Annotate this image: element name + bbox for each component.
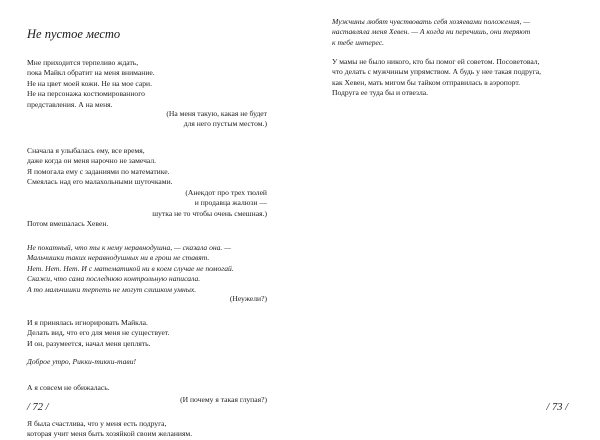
text-line: Мальчишки таких неравнодушных ни в грош не ставят. — [27, 253, 210, 263]
line-not-offended — [27, 383, 110, 393]
text-line: Не на цвет моей кожи. Не на мое сари. — [27, 78, 152, 88]
text-line: представления. А на меня. — [27, 99, 113, 109]
text-line: (На меня такую, какая не будет — [166, 109, 267, 118]
text-line: Делать вид, что его для меня не существует. — [27, 328, 170, 338]
text-line: к тебе интерес. — [332, 37, 385, 47]
greeting-line — [27, 357, 136, 367]
stanza-ignoring — [27, 318, 170, 349]
right-page — [300, 0, 600, 435]
aside-really — [230, 294, 267, 304]
text-line: И он, разумеется, начал меня цеплять. — [27, 338, 151, 348]
text-line: Нет. Нет. Нет. И с математикой ни в коем случае не помогай. — [27, 263, 234, 273]
text-line: (Анекдот про трех тюлей — [185, 188, 267, 197]
text-line: Сначала я улыбалась ему, все время, — [27, 146, 145, 155]
stanza-waiting — [27, 58, 155, 110]
aside-why-foolish — [180, 395, 267, 405]
text-line: пока Майкл обратит на меня внимание. — [27, 68, 155, 78]
poem-title: Не пустое место — [27, 27, 121, 41]
line-heven-intervened — [27, 219, 108, 229]
text-line: и продавца жалюзи — — [194, 198, 267, 208]
text-line: (И почему я такая глупая?) — [180, 395, 267, 404]
text-line: наставляла меня Хевен. — А когда ни перечишь, они теряют — [332, 27, 531, 37]
text-line: А я совсем не обижалась. — [27, 383, 110, 392]
text-line: которая учит меня быть хозяйкой своим желаниям. — [27, 429, 193, 439]
text-line: Смеялась над его малахольными шуточками. — [27, 177, 173, 187]
text-line: что делать с мужчиным упрямством. А будь у нее такая подруга, — [332, 67, 542, 77]
text-line: Мне приходится терпеливо ждать, — [27, 58, 139, 67]
text-line: Не на персонажа костюмированного — [27, 89, 145, 99]
stanza-heven-advice — [27, 243, 234, 295]
page-number-left: / 72 / — [27, 402, 49, 413]
text-line: Потом вмешалась Хевен. — [27, 219, 109, 228]
text-line: Подруга ее туда бы и отвезла. — [332, 88, 429, 98]
left-page — [0, 0, 300, 439]
text-line: (Неужели?) — [229, 294, 267, 303]
text-line: Мужчины любят чувствовать себя хозяевами положения, — — [332, 17, 531, 26]
text-line: шутка не то чтобы очень смешная.) — [152, 208, 267, 218]
text-line: как Хевен, мать мигом бы тайком отправилась в аэропорт. — [332, 77, 520, 87]
text-line: А то мальчишки терпеть не могут слишком умных. — [27, 284, 197, 294]
stanza-happy — [27, 419, 192, 440]
text-line: Доброе утро, Рикки-тикки-тави! — [27, 357, 137, 366]
text-line: Скажи, что сама последнюю контрольную написала. — [27, 274, 201, 284]
stanza-men-like-control — [332, 17, 530, 48]
page-number-right: / 73 / — [546, 402, 568, 413]
text-line: У мамы не было никого, кто бы помог ей советом. Посоветовал, — [332, 57, 540, 66]
text-line: даже когда он меня нарочно не замечал. — [27, 156, 157, 166]
stanza-smiling — [27, 146, 173, 188]
aside-anecdote — [152, 188, 267, 219]
text-line: для него пустым местом.) — [183, 119, 267, 129]
text-line: Я помогала ему с заданиями по математике. — [27, 166, 170, 176]
text-line: Не покатный, что ты к нему неравнодушна, — сказала она. — — [27, 243, 231, 252]
stanza-mother — [332, 57, 541, 99]
text-line: Я была счастлива, что у меня есть подруга, — [27, 419, 167, 428]
text-line: И я принялась игнорировать Майкла. — [27, 318, 148, 327]
aside-empty-place — [166, 109, 267, 130]
